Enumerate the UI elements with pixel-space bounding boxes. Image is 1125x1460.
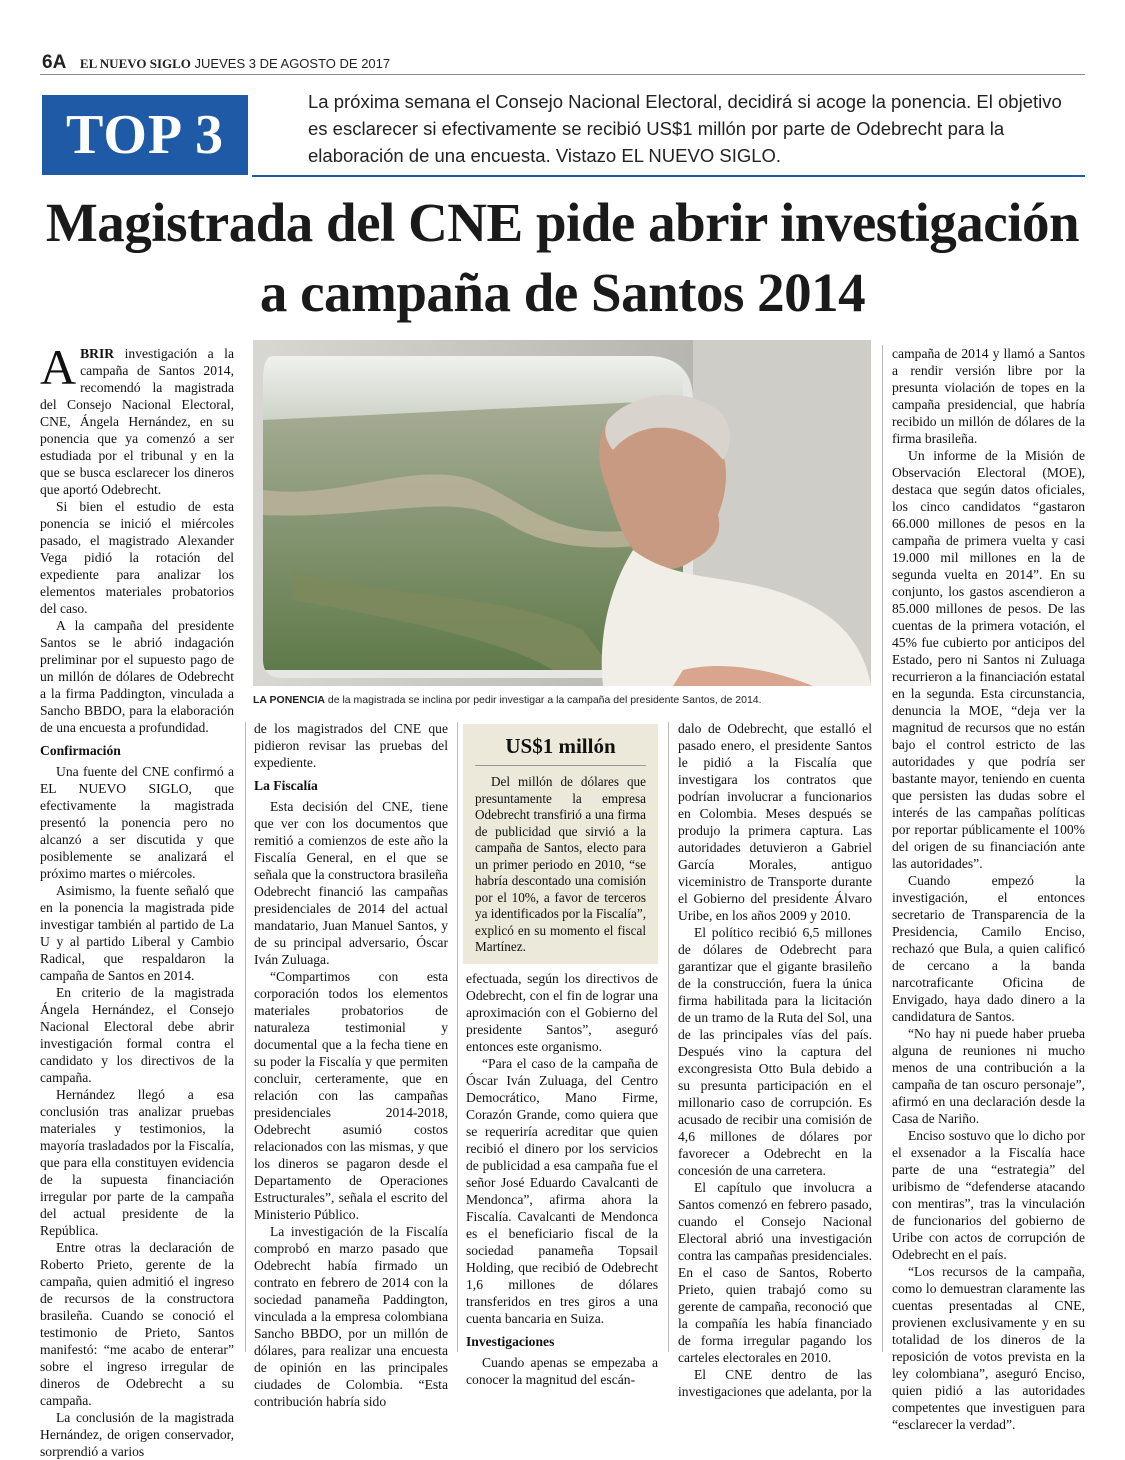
paragraph: Si bien el estudio de esta ponencia se inició el miércoles pasado, el magistrado Alexander Vega pidió la rotación del expediente para analizar los elementos materiales probatorios del caso. <box>40 499 234 616</box>
column-divider <box>882 345 883 1352</box>
column-divider <box>457 722 458 1352</box>
headline: Magistrada del CNE pide abrir investigación a campaña de Santos 2014 <box>45 192 1080 323</box>
sidebar-text: Del millón de dólares que presuntamente la empresa Odebrecht transfirió a una firma de publicidad que sirvió a la campaña de Santos, electo para un primer periodo en 2010, “se habría descontado una comisión por el 10%, a favor de terceros ya identificados por la Fiscalía”, explicó en su momento el fiscal Martínez. <box>475 774 647 954</box>
paragraph: “No hay ni puede haber prueba alguna de reuniones ni mucho menos de una contribución a la campaña de tan oscuro personaje”, afirmó en una declaración desde la Casa de Nariño. <box>892 1026 1085 1126</box>
paragraph: “Los recursos de la campaña, como lo demuestran claramente las cuentas presentadas al CNE, provienen exclusivamente y en su totalidad de los dineros de la reposición de votos prevista en la ley colombiana”, aseguró Enciso, quien pidió a las autoridades competentes que investiguen para “esclarecer la verdad”. <box>892 1264 1085 1432</box>
column-4 <box>678 720 872 1400</box>
paragraph: El político recibió 6,5 millones de dólares de Odebrecht para garantizar que el gigante brasileño de la construcción, fuera la única firma habilitada para la licitación de un tramo de la Ruta del Sol, una de las principales vías del país. Después vino la captura del excongresista Otto Bula debido a su presunta participación en el millonario caso de corrupción. Es acusado de recibir una comisión de 4,6 millones de dólares por favorecer a Odebrecht en la concesión de una carretera. <box>678 925 872 1178</box>
paragraph: Cuando empezó la investigación, el entonces secretario de Transparencia de la Presidencia, Camilo Enciso, rechazó que Bula, a quien calificó de cercano a la banda narcotraficante Oficina de Envigado, haya dado dinero a la candidatura de Santos. <box>892 873 1085 1024</box>
paragraph: A la campaña del presidente Santos se le abrió indagación preliminar por el supuesto pago de un millón de dólares de Odebrecht a la firma Paddington, vinculada a Sancho BBDO, para la elaboración de una encuesta a profundidad. <box>40 618 234 735</box>
lead-bold: BRIR <box>80 346 115 361</box>
paragraph: Una fuente del CNE confirmó a EL NUEVO SIGLO, que efectivamente la magistrada presentó la ponencia pero no alcanzó a ser discutida y que posiblemente se analizará el próximo martes o miércoles. <box>40 764 234 881</box>
paragraph: Esta decisión del CNE, tiene que ver con los documentos que remitió a comienzos de este año la Fiscalía General, en el que se señala que la constructora brasileña Odebrecht financió las campañas presidenciales de 2014 del actual mandatario, Juan Manuel Santos, y de su principal adversario, Óscar Iván Zuluaga. <box>254 799 448 967</box>
column-divider <box>668 722 669 1352</box>
paragraph: El CNE dentro de las investigaciones que adelanta, por la <box>678 1367 872 1399</box>
column-divider <box>245 722 246 1352</box>
caption-lead: LA PONENCIA <box>253 694 325 706</box>
paragraph: La investigación de la Fiscalía comprobó en marzo pasado que Odebrecht había firmado un contrato en febrero de 2014 con la sociedad panameña Paddington, vinculada a la empresa colombiana Sancho BBDO, por un millón de dólares, para realizar una encuesta de opinión en las principales ciudades de Colombia. “Esta contribución habría sido <box>254 1224 448 1409</box>
paragraph: efectuada, según los directivos de Odebrecht, con el fin de lograr una aproximación con el Gobierno del presidente Santos”, aseguró entonces este organismo. <box>466 971 658 1054</box>
caption-text: de la magistrada se inclina por pedir investigar a la campaña del presidente Santos, de 2014. <box>324 694 762 706</box>
photo-caption <box>253 693 873 707</box>
page-number: 6A <box>42 52 67 73</box>
article-photo <box>253 340 871 686</box>
paragraph: Un informe de la Misión de Observación Electoral (MOE), destaca que según datos oficiales, los cinco candidatos “gastaron 66.000 millones de pesos en la campaña de primera vuelta y casi 19.000 mil millones en la de segunda vuelta en 2014”. En su conjunto, los gastos ascendieron a 85.000 millones de pesos. De las cuentas de la primera votación, el 45% fue cubierto por anticipos del Estado, pero ni Santos ni Zuluaga recurrieron a la financiación estatal en la segunda. Esta circunstancia, denuncia la MOE, “deja ver la magnitud de recursos que no están bajo el control estricto de las autoridades y que podría ser bastante mayor, teniendo en cuenta que persisten las dudas sobre el interés de las campañas políticas por reportar públicamente el 100% del origen de su financiación ante las autoridades”. <box>892 448 1085 871</box>
column-1 <box>40 339 234 1460</box>
paragraph: En criterio de la magistrada Ángela Hernández, el Consejo Nacional Electoral debe abrir investigación formal contra el candidato y los directivos de la campaña. <box>40 985 234 1085</box>
paragraph: Hernández llegó a esa conclusión tras analizar pruebas materiales y testimonios, la mayoría trasladados por la Fiscalía, que para ella constituyen evidencia de la supuesta financiación irregular por parte de la campaña del actual presidente de la República. <box>40 1087 234 1238</box>
article-deck: La próxima semana el Consejo Nacional Electoral, decidirá si acoge la ponencia. El objetivo es esclarecer si efectivamente se recibió US$1 millón por parte de Odebrecht para la elaboración de una encuesta. Vistazo EL NUEVO SIGLO. <box>308 91 1062 166</box>
paragraph: dalo de Odebrecht, que estalló el pasado enero, el presidente Santos le pidió a la Fiscalía que investigara los contratos que podrían involucrar a funcionarios en Colombia. Meses después se produjo la primera captura. Las autoridades detuvieron a Gabriel García Morales, antiguo viceministro de Transporte durante el Gobierno del presidente Álvaro Uribe, en los años 2009 y 2010. <box>678 721 872 923</box>
sidebar-box <box>463 724 658 964</box>
lead-text: investigación a la campaña de Santos 2014, recomendó la magistrada del Consejo Nacional Electoral, CNE, Ángela Hernández, en su ponencia que ya comenzó a ser estudiada por el tribunal y en la que se busca esclarecer los dineros que aportó Odebrecht. <box>40 346 234 497</box>
paragraph: Entre otras la declaración de Roberto Prieto, gerente de la campaña, quien admitió el ingreso de recursos de la constructora brasileña. Cuando se conoció el testimonio de Prieto, Santos manifestó: “me acabo de enterar” sobre el ingreso irregular de dineros de Odebrecht a su campaña. <box>40 1240 234 1408</box>
page-folio <box>42 52 390 74</box>
paragraph: campaña de 2014 y llamó a Santos a rendir versión libre por la presunta violación de topes en la campaña presidencial, que habría recibido un millón de dólares de la firma brasileña. <box>892 346 1085 446</box>
paragraph: Cuando apenas se empezaba a conocer la magnitud del escán- <box>466 1355 658 1387</box>
paragraph: Asimismo, la fuente señaló que en la ponencia la magistrada pide investigar también al partido de La U y al partido Liberal y Cambio Radical, que respaldaron la campaña de Santos en 2014. <box>40 883 234 983</box>
top-rule <box>40 74 1085 75</box>
section-tag: TOP 3 <box>42 95 248 175</box>
deck-rule <box>252 175 1085 177</box>
paragraph: El capítulo que involucra a Santos comenzó en febrero pasado, cuando el Consejo Nacional Electoral abrió una investigación contra las campañas presidenciales. En el caso de Santos, Roberto Prieto, quien trabajó como su gerente de campaña, reconoció que la compañía les había financiado de forma irregular pagando los carteles electorales en 2010. <box>678 1180 872 1365</box>
paragraph: de los magistrados del CNE que pidieron revisar las pruebas del expediente. <box>254 721 448 770</box>
subhead-investigaciones: Investigaciones <box>466 1334 555 1349</box>
drop-cap: A <box>40 339 77 395</box>
paragraph: Enciso sostuvo que lo dicho por el exsenador a la Fiscalía hace parte de una “estrategia” del uribismo de “defenderse atacando con mentiras”, tras la vinculación de funcionarios del gobierno de Uribe con actos de corrupción de Odebrecht en el país. <box>892 1128 1085 1262</box>
column-3 <box>466 970 658 1388</box>
issue-date: JUEVES 3 DE AGOSTO DE 2017 <box>194 56 391 71</box>
subhead-confirmacion: Confirmación <box>40 743 121 758</box>
aerial-photo-illustration <box>253 340 871 686</box>
subhead-fiscalia: La Fiscalía <box>254 778 318 793</box>
sidebar-title: US$1 millón <box>475 734 646 766</box>
column-2 <box>254 720 448 1410</box>
column-5 <box>892 345 1085 1433</box>
paragraph: La conclusión de la magistrada Hernández, de origen conservador, sorprendió a varios <box>40 1410 234 1459</box>
newspaper-name: EL NUEVO SIGLO <box>79 56 191 71</box>
paragraph: “Para el caso de la campaña de Óscar Iván Zuluaga, del Centro Democrático, Mano Firme, Corazón Grande, como quiera que se requeriría acreditar que quien recibió el dinero por los servicios de publicidad a esa campaña fue el señor José Eduardo Cavalcanti de Mendonca”, afirma ahora la Fiscalía. Cavalcanti de Mendonca es el beneficiario fiscal de la sociedad panameña Topsail Holding, que recibió de Odebrecht 1,6 millones de dólares transferidos en tres giros a una cuenta bancaria en Suiza. <box>466 1056 658 1326</box>
lead-paragraph <box>40 339 234 498</box>
paragraph: “Compartimos con esta corporación todos los elementos materiales probatorios de naturaleza testimonial y documental que a la fecha tiene en su poder la Fiscalía y que permiten concluir, certeramente, que en relación con las campañas presidenciales 2014-2018, Odebrecht asumió costos relacionados con las mismas, y que los dineros se pagaron desde el Departamento de Operaciones Estructurales”, señala el escrito del Ministerio Público. <box>254 969 448 1222</box>
